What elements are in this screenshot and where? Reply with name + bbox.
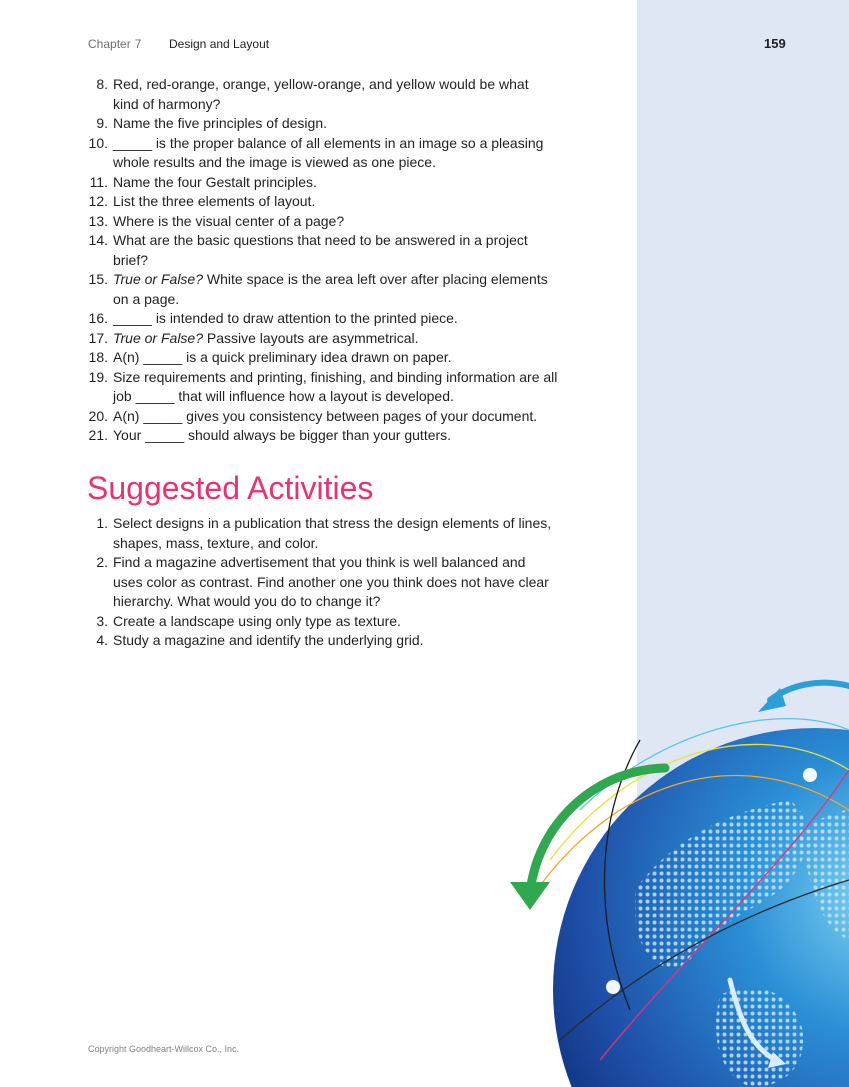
item-number: 20. — [88, 407, 108, 424]
item-text: _____ is intended to draw attention to the printed piece. — [113, 310, 458, 326]
review-questions-list — [88, 75, 558, 446]
list-item — [88, 553, 558, 612]
page-number: 159 — [764, 36, 786, 51]
chapter-number: 7 — [134, 37, 142, 51]
item-text: White space is the area left over after placing elements on a page. — [113, 271, 548, 307]
list-item — [88, 192, 558, 212]
glow-point — [606, 980, 620, 994]
list-item — [88, 426, 558, 446]
copyright-footer: Copyright Goodheart-Willcox Co., Inc. — [88, 1044, 240, 1054]
chapter-label — [88, 37, 141, 51]
item-number: 2. — [96, 554, 108, 570]
list-item — [88, 514, 558, 553]
item-text: Your _____ should always be bigger than your gutters. — [113, 427, 452, 443]
item-text: Red, red-orange, orange, yellow-orange, and yellow would be what kind of harmony? — [113, 76, 529, 112]
item-text: Select designs in a publication that stress the design elements of lines, shapes, mass, texture, and color. — [113, 515, 552, 551]
item-text: Name the four Gestalt principles. — [113, 173, 317, 190]
list-item — [88, 612, 558, 632]
item-number: 13. — [88, 212, 108, 229]
item-number: 12. — [88, 193, 108, 209]
activities-list — [88, 514, 558, 651]
item-text: Study a magazine and identify the underlying grid. — [113, 632, 424, 648]
item-text: Where is the visual center of a page? — [113, 212, 345, 229]
item-number: 15. — [88, 271, 108, 287]
item-text: A(n) _____ is a quick preliminary idea drawn on paper. — [113, 349, 452, 365]
list-item — [88, 231, 558, 270]
item-number: 1. — [96, 515, 108, 531]
list-item — [88, 348, 558, 368]
item-number: 19. — [88, 368, 108, 385]
item-number: 4. — [96, 632, 108, 648]
green-arrowhead-icon — [510, 882, 550, 910]
glow-point — [803, 768, 817, 782]
item-number: 14. — [88, 232, 108, 248]
list-item — [88, 309, 558, 329]
item-number: 10. — [88, 134, 108, 151]
item-number: 9. — [96, 115, 108, 131]
list-item — [88, 212, 558, 232]
true-false-prefix: True or False? — [113, 271, 203, 287]
item-number: 8. — [96, 76, 108, 92]
item-number: 16. — [88, 310, 108, 326]
list-item — [88, 631, 558, 651]
chapter-word: Chapter — [88, 37, 131, 51]
section-heading: Suggested Activities — [87, 470, 374, 506]
list-item — [88, 329, 558, 349]
list-item — [88, 368, 558, 407]
list-item — [88, 173, 558, 193]
item-text: Name the five principles of design. — [113, 115, 327, 131]
list-item — [88, 75, 558, 114]
true-false-prefix: True or False? — [113, 329, 203, 346]
item-number: 3. — [96, 612, 108, 629]
item-text: Passive layouts are asymmetrical. — [203, 329, 419, 346]
list-item — [88, 407, 558, 427]
chapter-title: Design and Layout — [169, 37, 270, 51]
item-text: What are the basic questions that need to be answered in a project brief? — [113, 232, 528, 268]
item-text: Create a landscape using only type as texture. — [113, 612, 401, 629]
item-number: 11. — [89, 173, 108, 190]
item-number: 18. — [88, 349, 108, 365]
item-text: A(n) _____ gives you consistency between pages of your document. — [113, 407, 538, 424]
item-number: 17. — [88, 329, 108, 346]
item-text: _____ is the proper balance of all elements in an image so a pleasing whole results and the image is viewed as one piece. — [113, 134, 544, 170]
list-item — [88, 270, 558, 309]
item-text: Size requirements and printing, finishing, and binding information are all job _____ that will influence how a layout is developed. — [113, 368, 558, 404]
list-item — [88, 114, 558, 134]
item-number: 21. — [88, 427, 108, 443]
list-item — [88, 134, 558, 173]
item-text: List the three elements of layout. — [113, 193, 316, 209]
item-text: Find a magazine advertisement that you think is well balanced and uses color as contrast. Find another one you think does not have clear hierarchy. What would you do to change it? — [113, 554, 549, 609]
globe-illustration — [490, 660, 849, 1087]
